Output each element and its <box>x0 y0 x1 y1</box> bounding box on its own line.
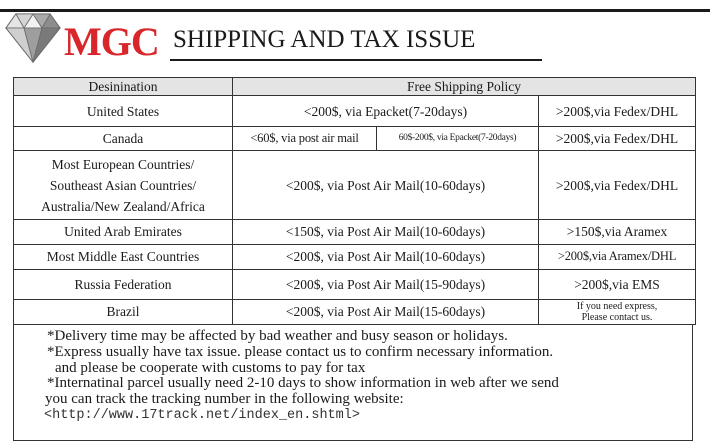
express-shipping-cell: >200$,via Aramex/DHL <box>539 244 696 269</box>
express-shipping-cell: >200$,via Fedex/DHL <box>539 96 696 126</box>
standard-shipping-cell: <200$, via Post Air Mail(10-60days) <box>233 151 539 220</box>
note-customs: and please be cooperate with customs to pay for tax <box>55 359 366 376</box>
destination-line: Australia/New Zealand/Africa <box>41 198 205 214</box>
standard-shipping-cell: <200$, via Post Air Mail(10-60days) <box>233 244 539 269</box>
note-tracking-delay: *Internatinal parcel usually need 2-10 days to show information in web after we send <box>47 375 559 392</box>
standard-shipping-cell: <200$, via Epacket(7-20days) <box>233 96 539 126</box>
top-rule <box>0 9 710 12</box>
shipping-notes <box>13 325 693 441</box>
table-row <box>14 151 696 220</box>
diamond-logo-icon <box>4 12 62 64</box>
destination-cell <box>14 151 233 220</box>
brand-logo-text: MGC <box>64 19 159 64</box>
standard-shipping-cell-mid: 60$-200$, via Epacket(7-20days) <box>377 126 539 150</box>
standard-shipping-cell-low: <60$, via post air mail <box>233 126 377 150</box>
express-shipping-cell: >200$,via Fedex/DHL <box>539 126 696 150</box>
title-underline <box>170 59 542 61</box>
table-row <box>14 244 696 269</box>
table-row <box>14 220 696 244</box>
header-destination: Desinination <box>14 78 233 96</box>
express-contact-line: Please contact us. <box>581 311 653 323</box>
standard-shipping-cell: <200$, via Post Air Mail(15-90days) <box>233 270 539 299</box>
header-policy: Free Shipping Policy <box>233 78 696 96</box>
express-contact-line: If you need express, <box>576 300 658 312</box>
destination-line: Southeast Asian Countries/ <box>49 177 197 193</box>
express-shipping-cell: >200$,via EMS <box>539 270 696 299</box>
page-title: SHIPPING AND TAX ISSUE <box>173 26 476 53</box>
standard-shipping-cell: <150$, via Post Air Mail(10-60days) <box>233 220 539 244</box>
express-shipping-cell: >200$,via Fedex/DHL <box>539 151 696 220</box>
destination-cell: United Arab Emirates <box>14 220 233 244</box>
destination-cell: Russia Federation <box>14 270 233 299</box>
note-delivery-time: *Delivery time may be affected by bad weather and busy season or holidays. <box>47 328 508 344</box>
destination-cell: Most Middle East Countries <box>14 244 233 269</box>
table-header-row <box>14 78 696 96</box>
standard-shipping-cell: <200$, via Post Air Mail(15-60days) <box>233 299 539 324</box>
table-row <box>14 299 696 324</box>
note-express-tax: *Express usually have tax issue. please contact us to confirm necessary information. <box>47 343 554 360</box>
table-row <box>14 270 696 299</box>
table-row <box>14 126 696 150</box>
shipping-policy-table <box>13 77 696 325</box>
destination-cell: Brazil <box>14 299 233 324</box>
destination-cell: United States <box>14 96 233 126</box>
destination-line: Most European Countries/ <box>51 156 195 172</box>
express-contact-cell <box>539 299 696 324</box>
express-shipping-cell: >150$,via Aramex <box>539 220 696 244</box>
note-tracking-website: you can track the tracking number in the following website: <box>45 391 404 408</box>
tracking-url: <http://www.17track.net/index_en.shtml> <box>44 407 360 423</box>
destination-cell: Canada <box>14 126 233 150</box>
table-row <box>14 96 696 126</box>
